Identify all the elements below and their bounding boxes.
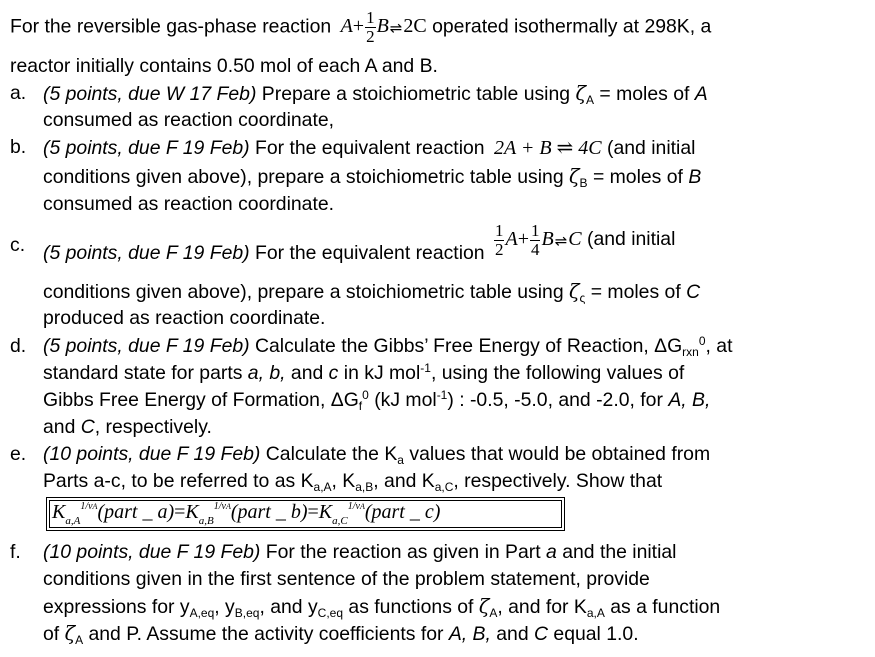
part-f-marker: f. xyxy=(10,541,21,563)
part-b-due: (5 points, due F 19 Feb) xyxy=(43,137,250,159)
part-f-line-4: of $\zeta_A$ and P. Assume the activity coefficients for A, B, and C equal 1.0. xyxy=(43,622,639,647)
intro-line-2: reactor initially contains 0.50 mol of each A and B. xyxy=(10,55,438,77)
part-e-marker: e. xyxy=(10,443,27,465)
part-c-line-1: (5 points, due F 19 Feb) For the equivalent reaction $\frac{1}{2}$ A+ $\frac{1}{4}$ B⇌C (and initial xyxy=(43,221,676,265)
part-f-due: (10 points, due F 19 Feb) xyxy=(43,541,261,563)
part-d-line-1: (5 points, due F 19 Feb) Calculate the Gibbs’ Free Energy of Reaction, $\Delta G_{rxn}^0$, at xyxy=(43,334,733,359)
part-e-line-1: (10 points, due F 19 Feb) Calculate the $K_a$ values that would be obtained from xyxy=(43,443,711,467)
part-b-line-3: consumed as reaction coordinate. xyxy=(43,193,335,215)
part-d-line-3: Gibbs Free Energy of Formation, $\Delta G_f^0$ (kJ mol$^{-1}$) : -0.5, -5.0, and -2.0, for A, B, xyxy=(43,388,711,413)
intro-line-1 xyxy=(10,9,711,46)
part-d-marker: d. xyxy=(10,335,27,357)
part-b-marker: b. xyxy=(10,136,27,158)
equilibrium-arrow-icon: ⇌ xyxy=(554,232,568,251)
intro-text-end: operated isothermally at 298K, a xyxy=(432,15,712,38)
part-a-line-1: (5 points, due W 17 Feb) Prepare a stoichiometric table using $\zeta_A$ = moles of A xyxy=(43,82,708,107)
part-e-line-2: Parts a-c, to be referred to as $K_{a,A}$, $K_{a,B}$, and $K_{a,C}$, respectively. Show that xyxy=(43,470,663,494)
part-f-line-1: (10 points, due F 19 Feb) For the reaction as given in Part a and the initial xyxy=(43,541,677,563)
intro-text: For the reversible gas-phase reaction xyxy=(10,15,332,38)
part-a-due: (5 points, due W 17 Feb) xyxy=(43,83,257,105)
part-c-due: (5 points, due F 19 Feb) xyxy=(43,242,250,265)
part-c-line-3: produced as reaction coordinate. xyxy=(43,307,326,329)
part-d-line-2: standard state for parts a, b, and c in kJ mol$^{-1}$, using the following values of xyxy=(43,361,685,384)
main-reaction: A+ $\frac{1}{2}$ B⇌2C xyxy=(340,8,427,46)
part-a-line-2: consumed as reaction coordinate, xyxy=(43,109,335,131)
equilibrium-arrow-icon: ⇌ xyxy=(389,19,403,38)
part-c-marker: c. xyxy=(10,234,26,256)
part-d-due: (5 points, due F 19 Feb) xyxy=(43,335,250,357)
part-d-line-4: and C, respectively. xyxy=(43,416,212,438)
part-e-due: (10 points, due F 19 Feb) xyxy=(43,443,261,465)
part-a-marker: a. xyxy=(10,82,27,104)
part-b-line-2: conditions given above), prepare a stoichiometric table using $\zeta_B$ = moles of B xyxy=(43,165,702,190)
part-c-line-2: conditions given above), prepare a stoichiometric table using $\zeta_\varsigma$ = moles of C xyxy=(43,280,701,305)
part-f-line-3: expressions for $y_{A,eq}$, $y_{B,eq}$, and $y_{C,eq}$ as functions of $\zeta_A$, and for $K_{a,A}$ as a function xyxy=(43,595,721,620)
fraction-half: $\frac{1}{2}$ xyxy=(366,8,375,46)
k-equivalence-equation: $K_{a,A}^{1/\nu A}(part$ _ $a)=K_{a,B}^{1/\nu A}(part$ _ $b)=K_{a,C}^{1/\nu A}(part$ _ c) xyxy=(52,501,441,527)
part-b-reaction: 2A + B ⇌ 4C xyxy=(493,137,602,159)
part-c-reaction: $\frac{1}{2}$ A+ $\frac{1}{4}$ B⇌C xyxy=(494,221,582,259)
part-f-line-2: conditions given in the first sentence of the problem statement, provide xyxy=(43,568,650,590)
part-b-line-1: (5 points, due F 19 Feb) For the equivalent reaction 2A + B ⇌ 4C (and initial xyxy=(43,137,696,159)
